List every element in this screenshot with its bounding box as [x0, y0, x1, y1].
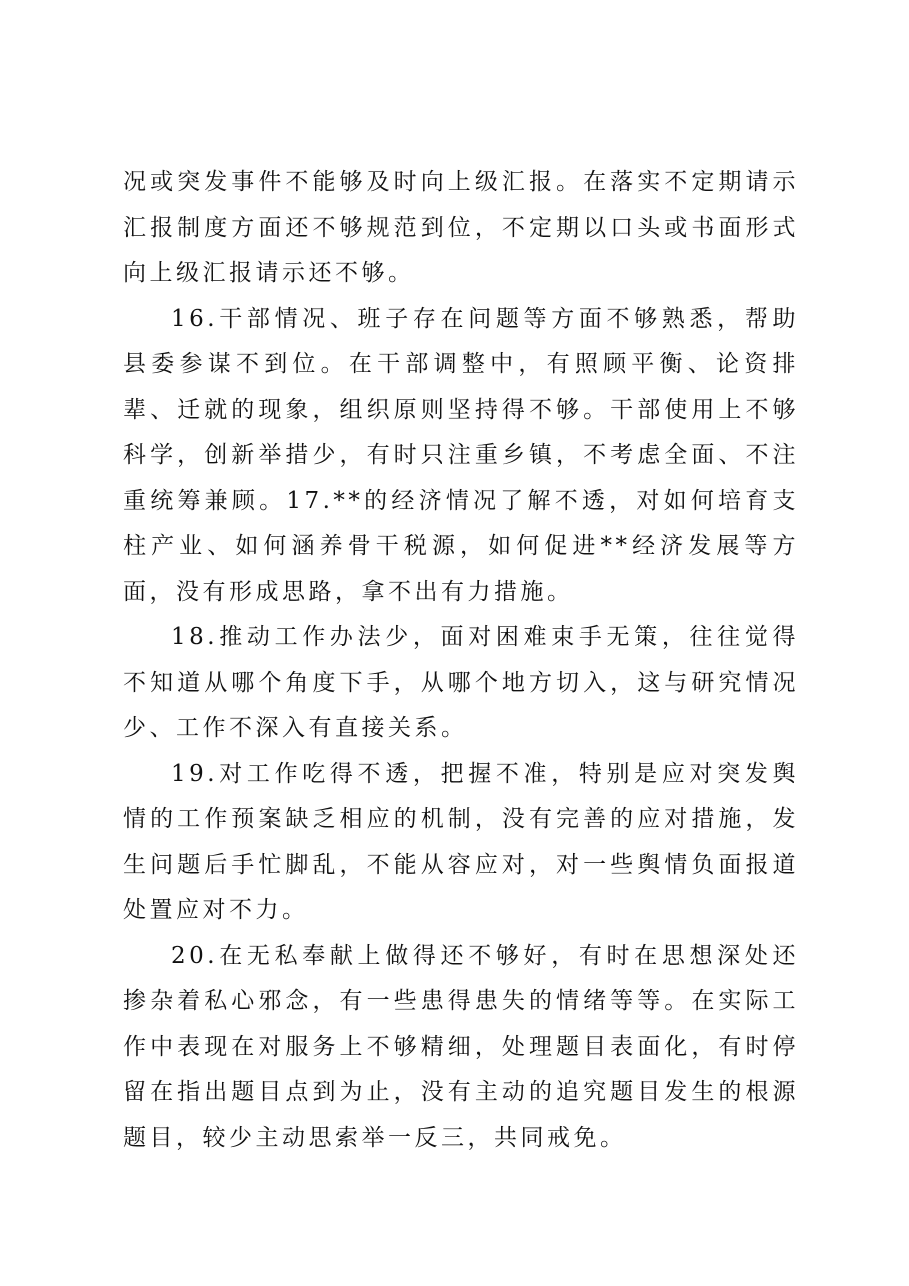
paragraph-continuation: 况或突发事件不能够及时向上级汇报。在落实不定期请示汇报制度方面还不够规范到位，不定期以口头或书面形式向上级汇报请示还不够。	[123, 169, 799, 286]
paragraph-item-19: 19.对工作吃得不透，把握不准，特别是应对突发舆情的工作预案缺乏相应的机制，没有完善的应对措施，发生问题后手忙脚乱，不能从容应对，对一些舆情负面报道处置应对不力。	[123, 760, 799, 923]
paragraph-item-20: 20.在无私奉献上做得还不够好，有时在思想深处还掺杂着私心邪念，有一些患得患失的情绪等等。在实际工作中表现在对服务上不够精细，处理题目表面化，有时停留在指出题目点到为止，没有主动的追究题目发生的根源题目，较少主动思索举一反三，共同戒免。	[123, 942, 799, 1151]
paragraph-item-18: 18.推动工作办法少，面对困难束手无策，往往觉得不知道从哪个角度下手，从哪个地方切入，这与研究情况少、工作不深入有直接关系。	[123, 624, 799, 741]
document-body	[123, 160, 799, 1161]
paragraph-item-16-17: 16.干部情况、班子存在问题等方面不够熟悉，帮助县委参谋不到位。在干部调整中，有照顾平衡、论资排辈、迁就的现象，组织原则坚持得不够。干部使用上不够科学，创新举措少，有时只注重乡镇，不考虑全面、不注重统筹兼顾。17.**的经济情况了解不透，对如何培育支柱产业、如何涵养骨干税源，如何促进**经济发展等方面，没有形成思路，拿不出有力措施。	[123, 305, 799, 605]
